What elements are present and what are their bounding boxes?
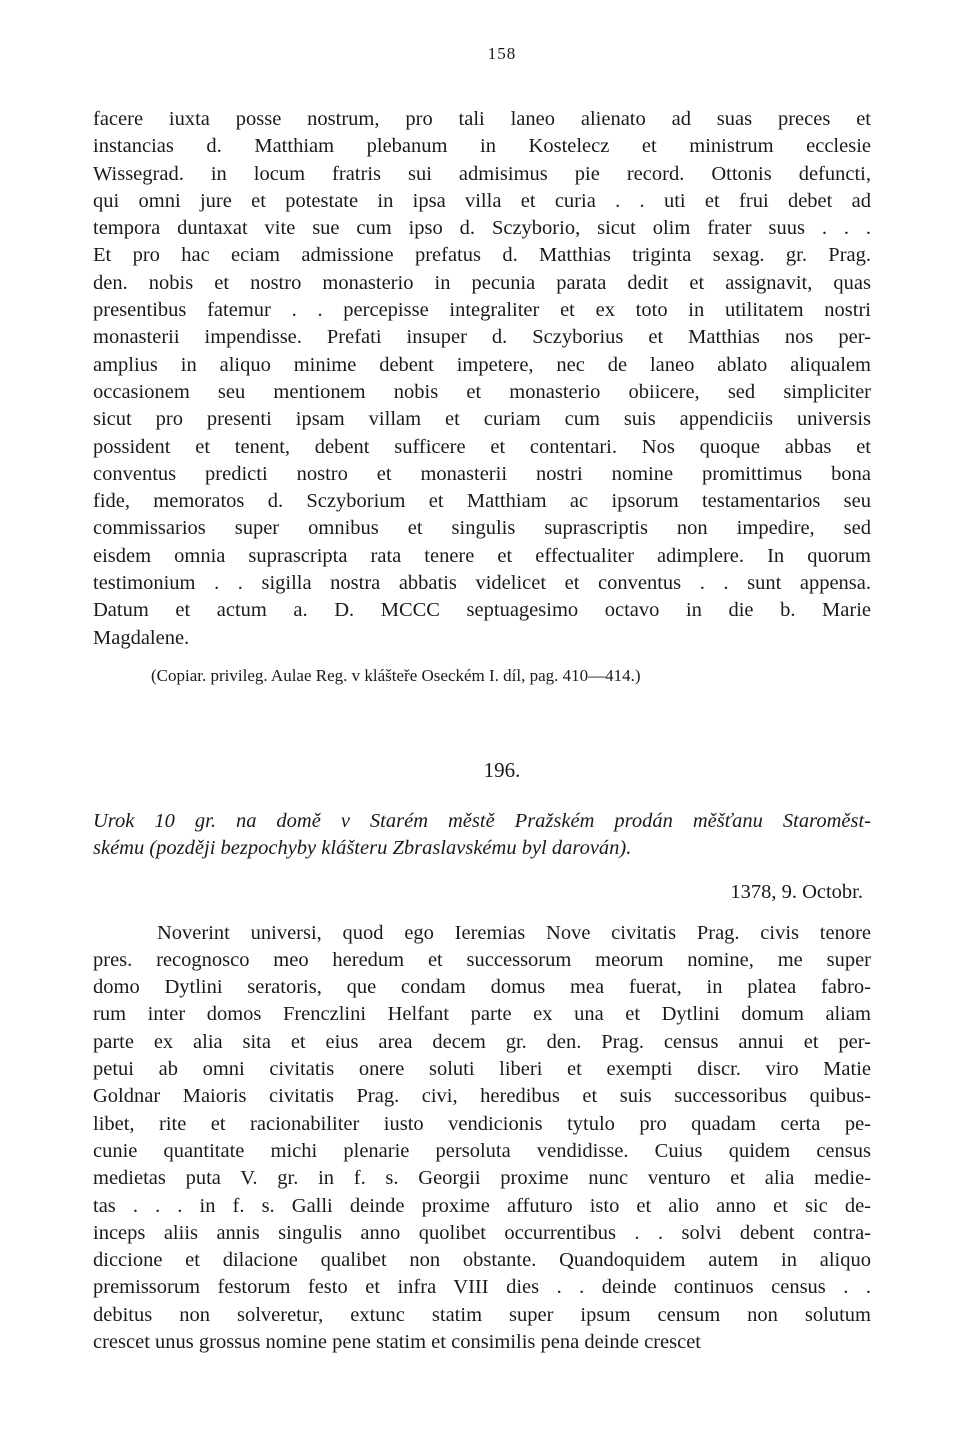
text-line: petui ab omni civitatis onere soluti liberi et exempti discr. viro Matie (93, 1058, 871, 1081)
text-line: crescet unus grossus nomine pene statim et consimilis pena deinde crescet (93, 1330, 701, 1353)
document-page (93, 44, 871, 1356)
text-line: testimonium . . sigilla nostra abbatis videlicet et conventus . . sunt appensa. (93, 572, 871, 595)
source-citation: (Copiar. privileg. Aulae Reg. v klášteře Oseckém I. díl, pag. 410—414.) (151, 665, 641, 685)
text-line: Datum et actum a. D. MCCC septuagesimo octavo in die b. Marie (93, 599, 871, 622)
text-line: tas . . . in f. s. Galli deinde proxime affuturo isto et alio anno et sic de- (93, 1194, 871, 1217)
text-line: pres. recognosco meo heredum et successorum meorum nomine, me super (93, 948, 871, 971)
text-line: Magdalene. (93, 626, 190, 649)
text-line: debitus non solveretur, extunc statim super ipsum censum non solutum (93, 1303, 871, 1326)
text-line: eisdem omnia suprascripta rata tenere et effectualiter adimplere. In quorum (93, 544, 871, 567)
heading-line: skému (později bezpochyby klášteru Zbraslavskému byl darován). (93, 837, 632, 860)
text-line: possident et tenent, debent sufficere et contentari. Nos quoque abbas et (93, 435, 871, 458)
paragraph-continued (93, 106, 871, 652)
page-number: 158 (487, 44, 517, 63)
document-body (93, 920, 871, 1357)
text-line: medietas puta V. gr. in f. s. Georgii proxime nunc venturo et alia medie- (93, 1167, 871, 1190)
text-line: presentibus fatemur . . percepisse integraliter et ex toto in utilitatem nostri (93, 299, 871, 322)
text-line: sicut pro presenti ipsam villam et curiam cum suis appendiciis universis (93, 408, 871, 431)
text-line: Noverint universi, quod ego Ieremias Nove civitatis Prag. civis tenore (157, 921, 871, 944)
text-line: rum inter domos Frenczlini Helfant parte ex una et Dytlini domum aliam (93, 1003, 871, 1026)
text-line: occasionem seu mentionem nobis et monasterio obiicere, sed simpliciter (93, 380, 871, 403)
text-line: Et pro hac eciam admissione prefatus d. Matthias triginta sexag. gr. Prag. (93, 244, 871, 267)
text-line: commissarios super omnibus et singulis suprascriptis non impedire, sed (93, 517, 871, 540)
document-heading (93, 808, 871, 863)
document-number: 196. (483, 757, 521, 782)
heading-line: Urok 10 gr. na domě v Starém městě Pražském prodán měšťanu Staroměst- (93, 809, 871, 832)
text-line: conventus predicti nostro et monasterii nostri nomine promittimus bona (93, 462, 871, 485)
text-line: parte ex alia sita et eius area decem gr. den. Prag. census annui et per- (93, 1030, 871, 1053)
text-line: diccione et dilacione qualibet non obstante. Quandoquidem autem in aliquo (93, 1249, 871, 1272)
text-line: tempora duntaxat vite sue cum ipso d. Sczyborio, sicut olim frater suus . . . (93, 217, 871, 240)
text-line: inceps aliis annis singulis anno quolibet occurrentibus . . solvi debent contra- (93, 1221, 871, 1244)
document-date: 1378, 9. Octobr. (730, 880, 863, 903)
text-line: facere iuxta posse nostrum, pro tali laneo alienato ad suas preces et (93, 108, 871, 130)
text-line: amplius in aliquo minime debent impetere, nec de laneo ablato aliqualem (93, 353, 871, 376)
text-line: Goldnar Maioris civitatis Prag. civi, heredibus et suis successoribus quibus- (93, 1085, 871, 1108)
text-line: libet, rite et racionabiliter iusto vendicionis tytulo pro quadam certa pe- (93, 1112, 871, 1135)
text-line: fide, memoratos d. Sczyborium et Matthiam ac ipsorum testamentarios seu (93, 490, 871, 513)
text-line: premissorum festorum festo et infra VIII dies . . deinde continuos census . . (93, 1276, 871, 1299)
text-line: qui omni jure et potestate in ipsa villa et curia . . uti et frui debet ad (93, 189, 871, 212)
text-line: monasterii impendisse. Prefati insuper d. Sczyborius et Matthias nos per- (93, 326, 871, 349)
text-line: Wissegrad. in locum fratris sui admisimus pie record. Ottonis defuncti, (93, 162, 871, 185)
text-line: instancias d. Matthiam plebanum in Kostelecz et ministrum ecclesie (93, 135, 871, 158)
text-line: cunie quantitate michi plenarie persoluta vendidisse. Cuius quidem census (93, 1139, 871, 1162)
text-line: den. nobis et nostro monasterio in pecunia parata dedit et assignavit, quas (93, 271, 871, 294)
text-line: domo Dytlini seratoris, que condam domus mea fuerat, in platea fabro- (93, 976, 871, 999)
